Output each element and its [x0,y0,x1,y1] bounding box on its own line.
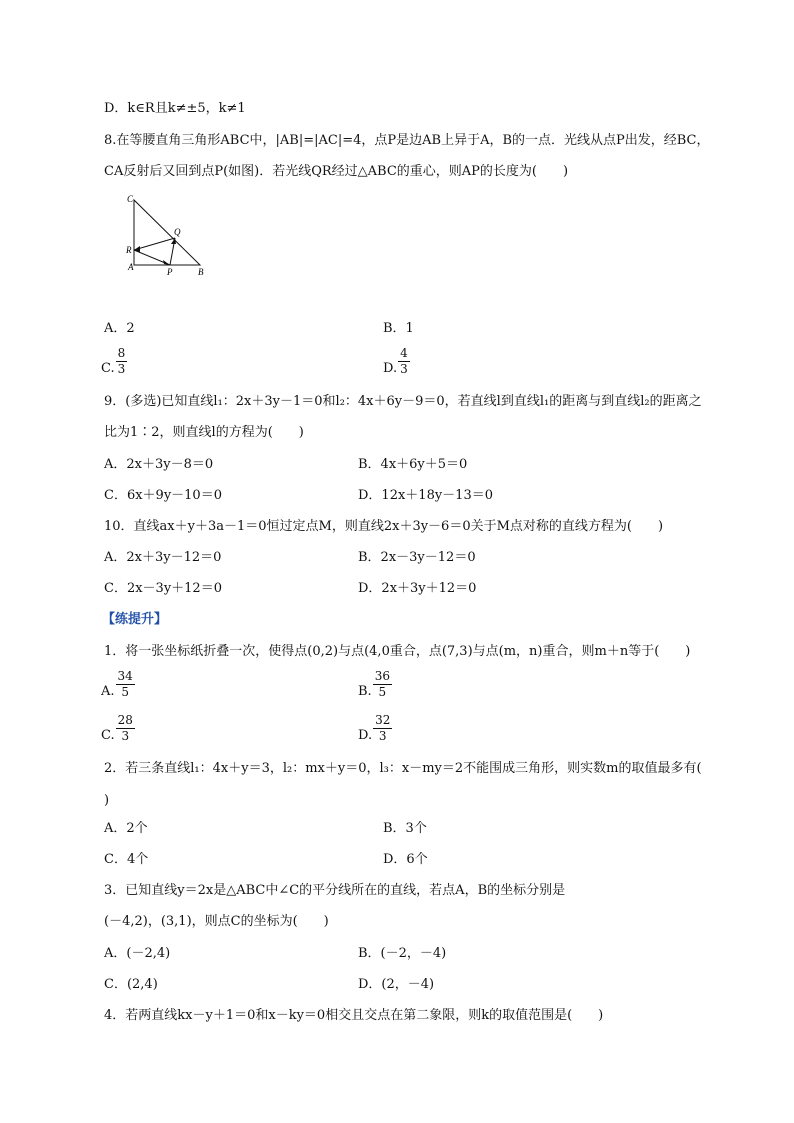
q9-stem-line1: 9．(多选)已知直线l₁：2x＋3y－1＝0和l₂：4x＋6y－9＝0，若直线l到直线l₁的距离与到直线l₂的距离之 [104,394,702,409]
section-title: 【练提升】 [102,612,168,627]
q8-stem-line2: CA反射后又回到点P(如图)．若光线QR经过△ABC的重心，则AP的长度为( ) [104,164,569,179]
p3-option-c: C．(2,4) [104,977,158,992]
fig-label-p: P [167,267,173,277]
q7-option-d: D．k∈R且k≠±5，k≠1 [104,101,246,116]
p2-stem-line1: 2．若三条直线l₁：4x＋y＝3，l₂：mx＋y＝0，l₃：x－my＝2不能围成三角形，则实数m的取值最多有( [104,761,702,776]
q8-option-d: D. $\frac{4}{3}$ [383,346,408,376]
fig-label-r: R [126,245,132,255]
q10-option-c: C．2x－3y＋12＝0 [104,581,222,596]
p2-option-c: C．4个 [104,852,149,867]
q8-option-a: A．2 [104,321,135,336]
q9-option-d: D．12x＋18y－13＝0 [358,488,493,503]
p1-option-c: C. $\frac{28}{3}$ [101,713,133,743]
p2-option-a: A．2个 [104,821,148,836]
q9-option-c: C．6x＋9y－10＝0 [104,488,222,503]
q10-option-b: B．2x－3y－12＝0 [358,550,476,565]
p2-option-d: D．6个 [383,852,428,867]
p1-option-a: A. $\frac{34}{5}$ [101,669,133,699]
p2-option-b: B．3个 [383,821,427,836]
q8-triangle-figure [120,190,215,280]
q10-option-d: D．2x＋3y＋12＝0 [358,581,477,596]
p3-option-d: D．(2，－4) [358,977,435,992]
q9-stem-line2: 比为1∶2，则直线l的方程为( ) [104,425,304,440]
p1-option-d: D. $\frac{32}{3}$ [358,713,391,743]
q9-option-b: B．4x＋6y＋5＝0 [358,457,468,472]
fig-label-q: Q [174,227,181,237]
fig-label-a: A [128,262,134,272]
p1-stem: 1．将一张坐标纸折叠一次，使得点(0,2)与点(4,0重合，点(7,3)与点(m，n)重合，则m＋n等于( ) [104,644,691,659]
q10-stem: 10．直线ax＋y＋3a－1＝0恒过定点M，则直线2x＋3y－6＝0关于M点对称的直线方程为( ) [104,519,664,534]
p3-stem-line2: (－4,2)，(3,1)，则点C的坐标为( ) [104,914,329,929]
q9-option-a: A．2x＋3y－8＝0 [104,457,214,472]
p2-stem-line2: ) [104,793,110,808]
p3-option-a: A．(－2,4) [104,946,171,961]
q10-option-a: A．2x＋3y－12＝0 [104,550,222,565]
q8-stem-line1: 8.在等腰直角三角形ABC中，|AB|=|AC|=4，点P是边AB上异于A，B的一点．光线从点P出发，经BC， [104,133,710,148]
q8-option-c: C. $\frac{8}{3}$ [101,346,126,376]
p4-stem: 4．若两直线kx－y＋1＝0和x－ky＝0相交且交点在第二象限，则k的取值范围是( ) [104,1008,604,1023]
p3-option-b: B．(－2，－4) [358,946,447,961]
q8-option-b: B．1 [383,321,414,336]
fig-label-c: C [127,194,134,204]
p1-option-b: B. $\frac{36}{5}$ [358,669,390,699]
fig-label-b: B [198,267,204,277]
p3-stem-line1: 3．已知直线y＝2x是△ABC中∠C的平分线所在的直线，若点A，B的坐标分别是 [104,883,566,898]
